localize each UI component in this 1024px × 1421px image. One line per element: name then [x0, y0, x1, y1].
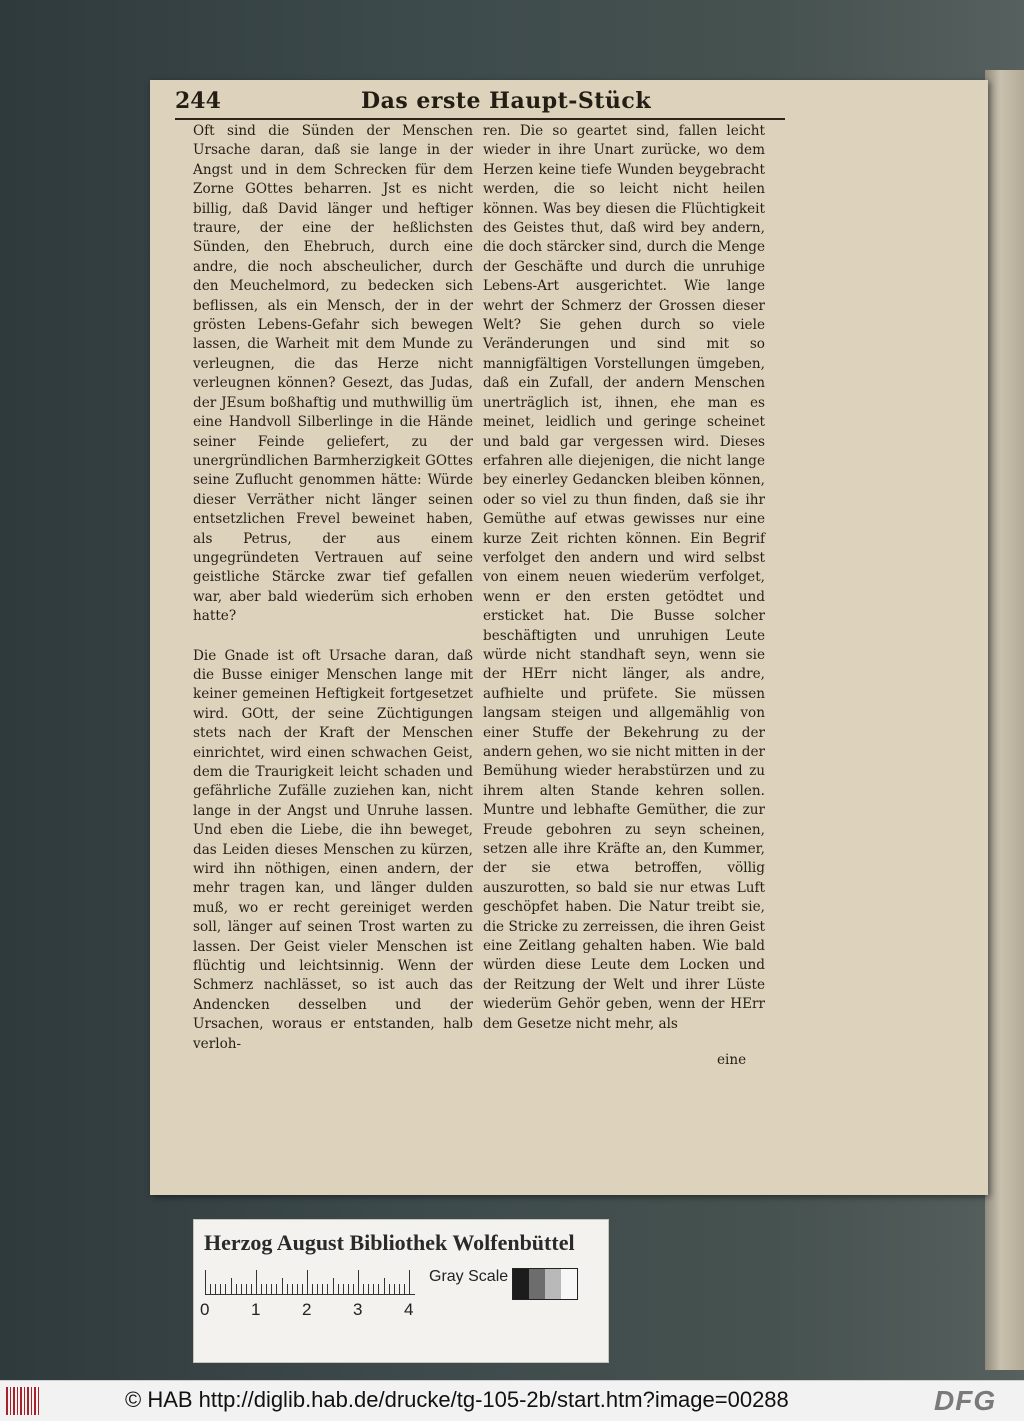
ruler-tick — [358, 1270, 359, 1294]
ruler-tick — [210, 1284, 211, 1294]
ruler-tick — [276, 1284, 277, 1294]
ruler-tick — [205, 1270, 206, 1294]
ruler-tick — [241, 1284, 242, 1294]
page-header — [175, 88, 785, 124]
right-column — [483, 122, 765, 1034]
ruler-tick — [338, 1284, 339, 1294]
adjacent-page-edge — [985, 70, 1024, 1370]
ruler-tick — [307, 1270, 308, 1294]
ruler-tick — [394, 1284, 395, 1294]
ruler-tick — [333, 1278, 334, 1294]
ruler-tick — [225, 1284, 226, 1294]
ruler-tick — [236, 1284, 237, 1294]
library-label-card — [193, 1219, 609, 1363]
dfg-logo: DFG — [934, 1385, 997, 1416]
ruler-number: 3 — [353, 1300, 363, 1319]
ruler-tick — [363, 1284, 364, 1294]
ruler-tick — [292, 1284, 293, 1294]
ruler-tick — [373, 1284, 374, 1294]
ruler-tick — [353, 1284, 354, 1294]
catchword: eine — [717, 1052, 747, 1068]
page-number: 244 — [175, 88, 221, 114]
ruler-tick — [287, 1284, 288, 1294]
ruler-numbers — [200, 1300, 430, 1324]
ruler-tick — [368, 1284, 369, 1294]
library-name: Herzog August Bibliothek Wolfenbüttel — [204, 1230, 575, 1255]
header-rule — [175, 118, 785, 120]
ruler-number: 2 — [302, 1300, 312, 1319]
ruler-tick — [246, 1284, 247, 1294]
ruler-tick — [343, 1284, 344, 1294]
ruler-tick — [378, 1284, 379, 1294]
ruler-tick — [282, 1278, 283, 1294]
gray-scale-strip — [512, 1268, 578, 1300]
ruler-tick — [317, 1284, 318, 1294]
ruler-tick — [256, 1270, 257, 1294]
running-title: Das erste Haupt-Stück — [361, 88, 652, 114]
ruler-tick — [220, 1284, 221, 1294]
ruler-number: 1 — [251, 1300, 261, 1319]
gray-swatch — [529, 1269, 545, 1299]
barcode-icon — [6, 1387, 40, 1415]
ruler-tick — [404, 1284, 405, 1294]
ruler-tick — [384, 1278, 385, 1294]
ruler-tick — [231, 1278, 232, 1294]
ruler-tick — [215, 1284, 216, 1294]
ruler-tick — [266, 1284, 267, 1294]
ruler-tick — [297, 1284, 298, 1294]
paragraph: ren. Die so geartet sind, fallen leicht wieder in ihre Unart zurücke, wo dem Herzen keine tiefe Wunden beygebracht werden, die so leicht nicht heilen können. Was bey diesen die Flüchtigkeit des Geistes thut, daß wird bey andern, die doch stärcker sind, durch die Menge der Geschäfte und durch die unruhige Lebens-Art ausgerichtet. Wie lange wehrt der Schmerz der Grossen dieser Welt? Sie gehen durch so viele Veränderungen und sind mit so mannigfältigen Vorstellungen ümgeben, daß ein Zufall, der andern Menschen unerträglich ist, ihnen, ehe man es meinet, leidlich und geringe scheinet und bald gar vergessen wird. Dieses erfahren alle diejenigen, die nicht lange bey einerley Gedancken bleiben können, oder so viel zu thun finden, daß sie ihr Gemüthe auf etwas gewisses nur eine kurze Zeit richten können. Ein Begrif verfolget den andern und wird selbst von einem neuen wiederüm verfolget, wenn er den ersten getödtet und ersticket hat. Die Busse solcher beschäftigten und unruhigen Leute würde nicht standhaft seyn, wenn sie der HErr nicht länger, als andre, aufhielte und prüfete. Sie müssen langsam steigen und allgemählig von einer Stuffe der Bekehrung zu der andern gehen, wo sie nicht mitten in der Bemühung wieder herabstürzen und zu ihrem alten Stande kehren sollen. Muntre und lebhafte Gemüther, die zur Freude gebohren zu seyn scheinen, setzen alle ihre Kräfte an, den Kummer, der sie etwa betroffen, völlig auszurotten, so bald sie nur etwas Luft geschöpfet haben. Die Natur treibt sie, die Stricke zu zerreissen, die ihren Geist eine Zeitlang gehalten haben. Wie bald würden diese Leute dem Locken und der Reitzung der Welt und ihrer Lüste wiederüm Gehör geben, wenn der HErr dem Gesetze nicht mehr, als — [483, 123, 765, 1032]
ruler-tick — [409, 1270, 410, 1294]
gray-swatch — [545, 1269, 561, 1299]
ruler-tick — [348, 1284, 349, 1294]
ruler-tick — [302, 1284, 303, 1294]
ruler-tick — [271, 1284, 272, 1294]
measurement-ruler — [205, 1268, 415, 1295]
ruler-tick — [399, 1284, 400, 1294]
paragraph: Oft sind die Sünden der Menschen Ursache daran, daß sie lange in der Angst und in dem Schrecken für dem Zorne GOttes beharren. Jst es nicht billig, daß David länger und heftiger traure, der eine der heßlichsten Sünden, den Ehebruch, durch eine andre, die noch abscheulicher, durch den Meuchelmord, zu bedecken sich beflissen, als ein Mensch, der in der grösten Lebens-Gefahr sich bewegen lassen, die Warheit mit dem Munde zu verleugnen, die das Herze nicht verleugnen können? Gesezt, das Judas, der JEsum boßhaftig und muthwillig üm eine Handvoll Silberlinge in die Hände seiner Feinde geliefert, zu der unergründlichen Barmherzigkeit GOttes seine Zuflucht genommen hätte: Würde dieser Verräther nicht länger seinen entsetzlichen Frevel beweinet haben, als Petrus, der aus einem ungegründeten Vertrauen auf seine geistliche Stärcke zwar tief gefallen war, aber bald wiederüm sich erhoben hatte? — [193, 123, 473, 625]
ruler-tick — [322, 1284, 323, 1294]
ruler-number: 0 — [200, 1300, 210, 1319]
footer-credit: © HAB http://diglib.hab.de/drucke/tg-105-2b/start.htm?image=00288 — [125, 1387, 789, 1412]
ruler-tick — [389, 1284, 390, 1294]
ruler-tick — [327, 1284, 328, 1294]
left-column — [193, 122, 473, 1054]
ruler-tick — [251, 1284, 252, 1294]
paragraph: Die Gnade ist oft Ursache daran, daß die Busse einiger Menschen lange mit keiner gemeinen Heftigkeit fortgesetzet wird. GOtt, der seine Züchtigungen stets nach der Kraft der Menschen einrichtet, wird einen schwachen Geist, dem die Traurigkeit leicht schaden und gefährliche Zufälle zuziehen kan, nicht lange in der Angst und Unruhe lassen. Und eben die Liebe, die ihn beweget, das Leiden dieses Menschen zu kürzen, wird ihn nöthigen, einen andern, der mehr tragen kan, und länger dulden muß, wo er recht gereiniget werden soll, länger auf seinen Trost warten zu lassen. Der Geist vieler Menschen ist flüchtig und leichtsinnig. Wenn der Schmerz nachlässet, so ist auch das Andencken desselben und der Ursachen, woraus er entstanden, halb verloh- — [193, 647, 473, 1052]
ruler-tick — [312, 1284, 313, 1294]
ruler-tick — [261, 1284, 262, 1294]
gray-swatch — [561, 1269, 577, 1299]
ruler-number: 4 — [404, 1300, 414, 1319]
footer-bar — [0, 1380, 1024, 1421]
gray-scale-label: Gray Scale — [429, 1268, 509, 1285]
gray-swatch — [513, 1269, 529, 1299]
